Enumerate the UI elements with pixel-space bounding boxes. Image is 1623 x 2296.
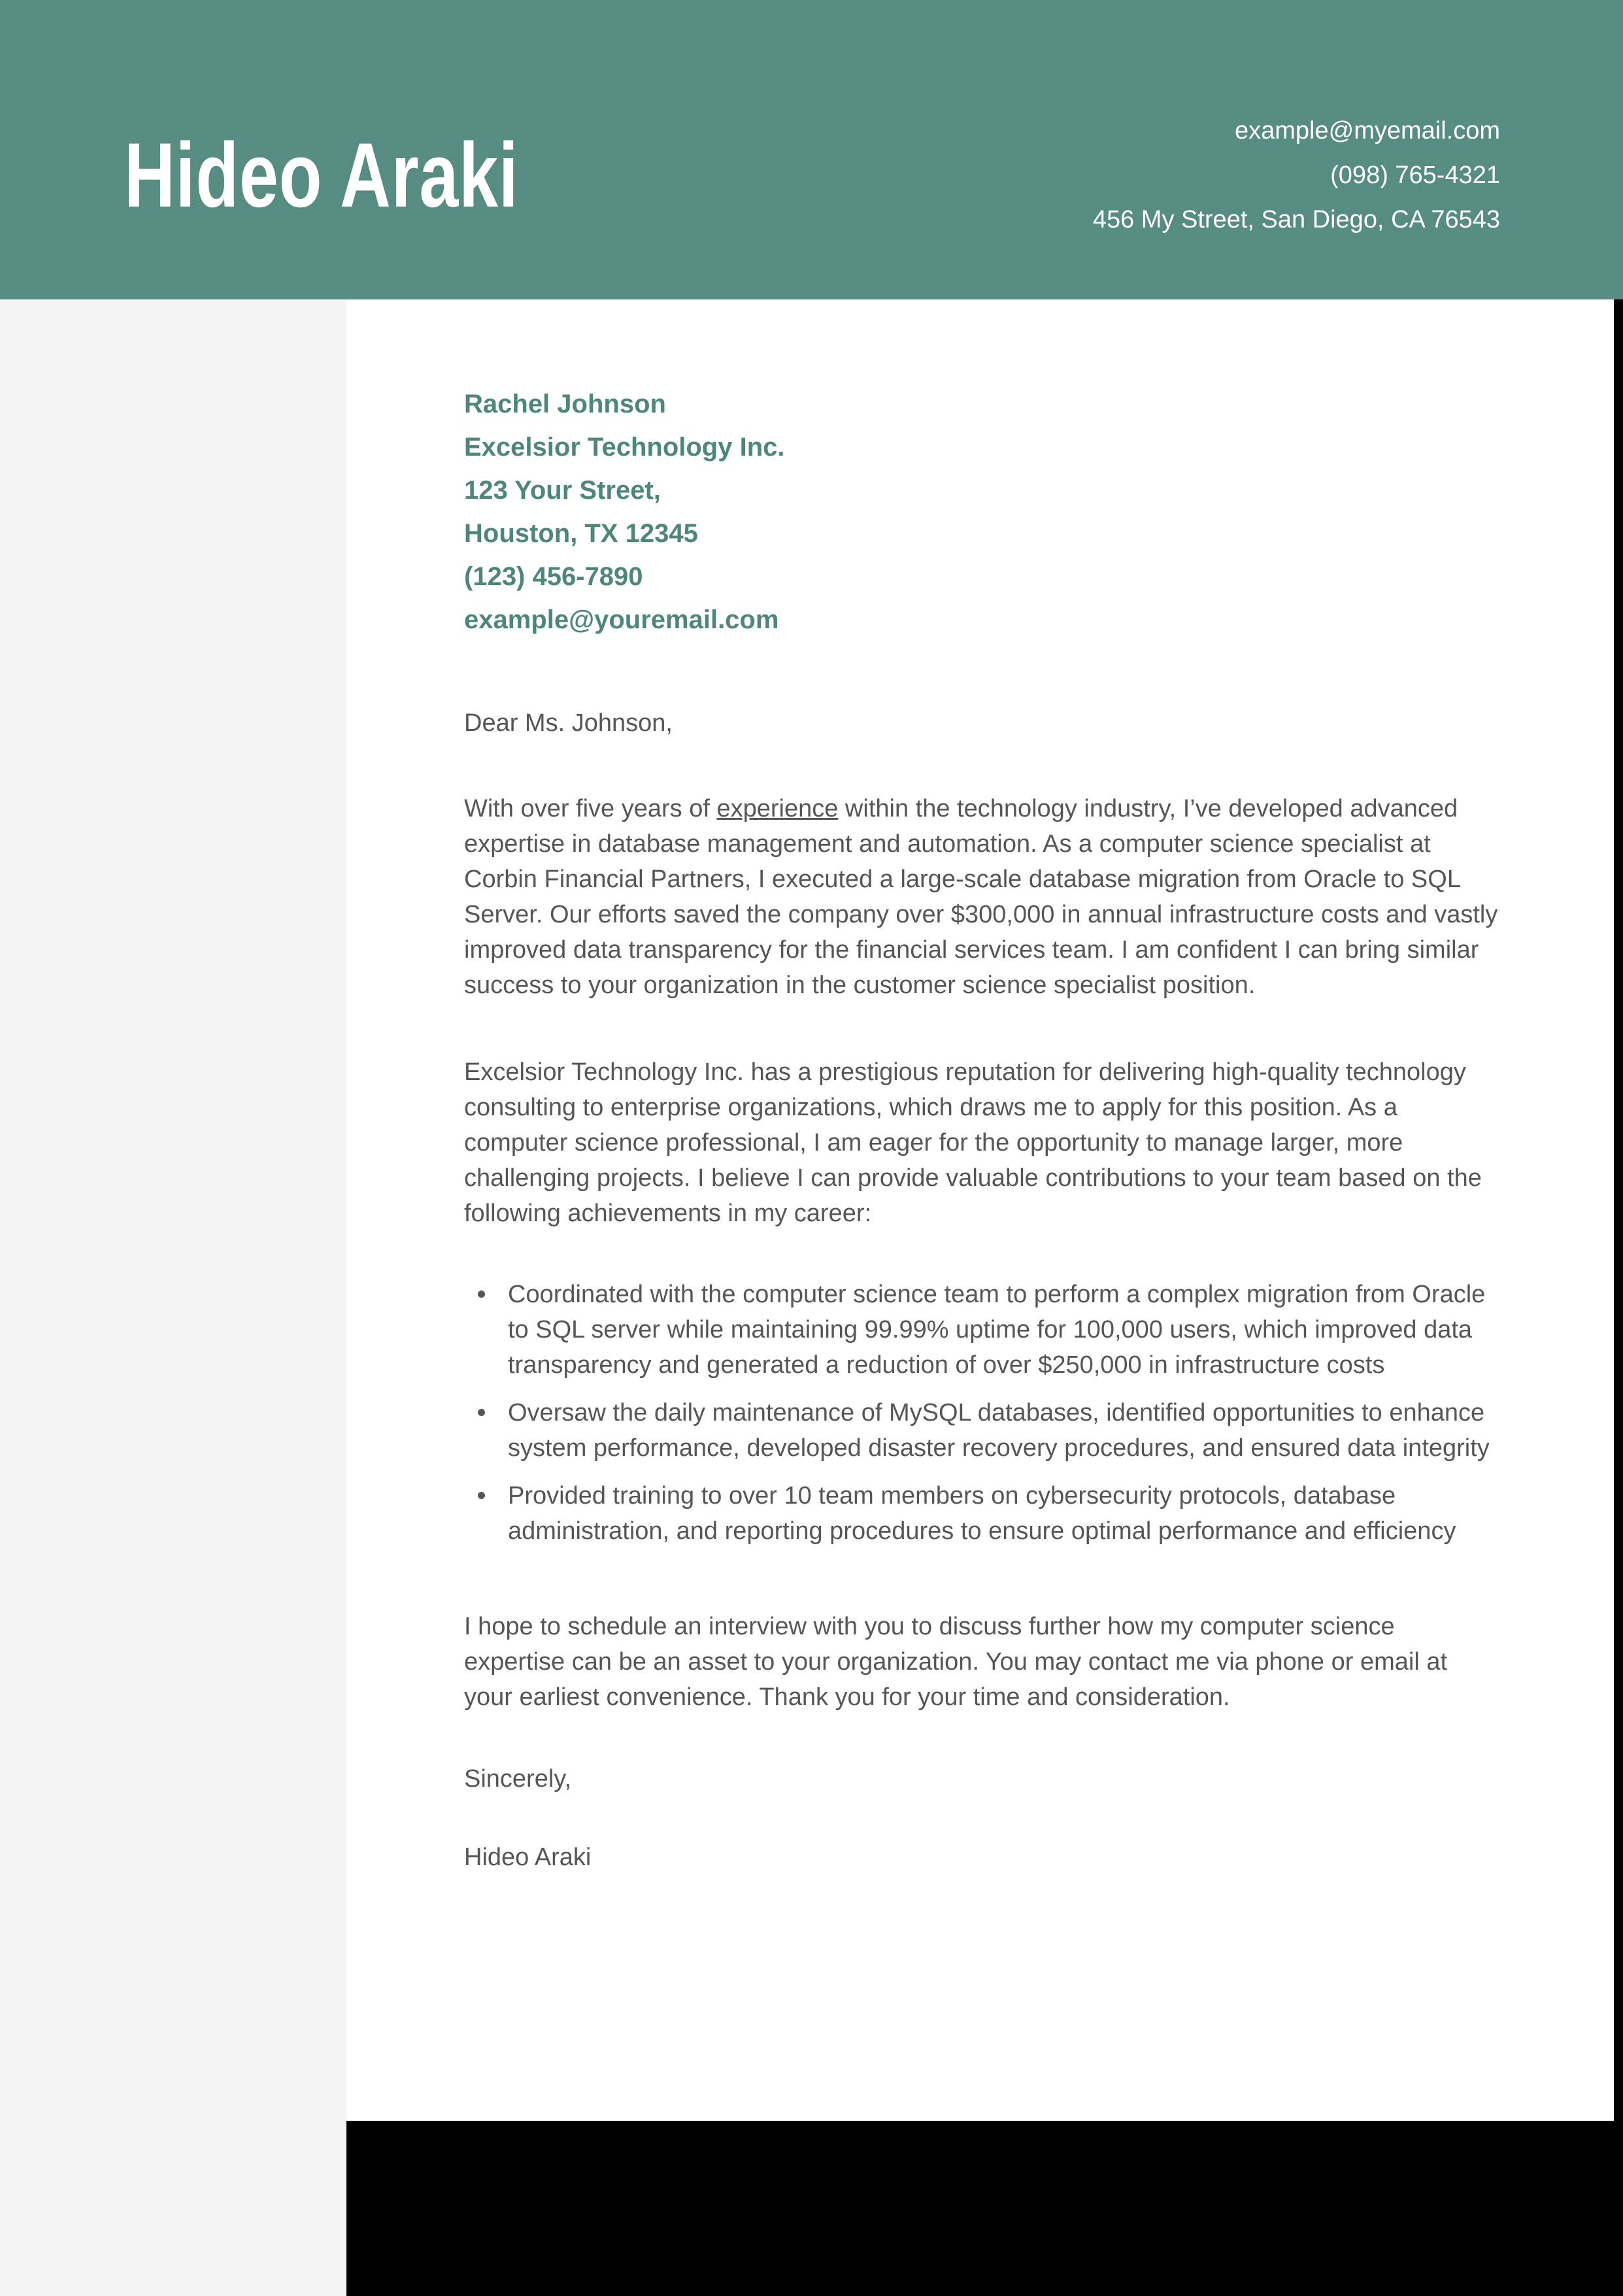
contact-phone: (098) 765-4321 bbox=[1330, 161, 1500, 189]
achievements-list bbox=[464, 1277, 1498, 1549]
contact-info bbox=[1093, 109, 1500, 242]
contact-address: 456 My Street, San Diego, CA 76543 bbox=[1092, 206, 1500, 233]
header-band bbox=[0, 0, 1623, 299]
signoff: Sincerely, bbox=[464, 1765, 572, 1793]
contact-email: example@myemail.com bbox=[1234, 117, 1500, 144]
list-item: Coordinated with the computer science team to perform a complex migration from Oracle to SQL server while maintaining 99.99% uptime for 100,000 users, which improved data transparency and generated a reduction of over $250,000 in infrastructure costs bbox=[464, 1277, 1498, 1383]
recipient-name: Rachel Johnson bbox=[464, 390, 666, 418]
recipient-street: 123 Your Street, bbox=[464, 476, 661, 505]
paragraph-motivation: Excelsior Technology Inc. has a prestigious reputation for delivering high-quality technology consulting to enterprise organizations, which draws me to apply for this position. As a computer science professional, I am eager for the opportunity to manage larger, more challenging projects. I believe I can provide valuable contributions to your team based on the following achievements in my career: bbox=[464, 1058, 1482, 1227]
list-item: Oversaw the daily maintenance of MySQL databases, identified opportunities to enhance system performance, developed disaster recovery procedures, and ensured data integrity bbox=[464, 1395, 1498, 1466]
left-sidebar-panel bbox=[0, 299, 346, 2296]
recipient-email: example@youremail.com bbox=[464, 605, 779, 634]
experience-link[interactable]: experience bbox=[716, 795, 839, 822]
list-item: Provided training to over 10 team members on cybersecurity protocols, database administration, and reporting procedures to ensure optimal performance and efficiency bbox=[464, 1478, 1498, 1549]
salutation: Dear Ms. Johnson, bbox=[464, 709, 673, 737]
paragraph-closing: I hope to schedule an interview with you to discuss further how my computer science expertise can be an asset to your organization. You may contact me via phone or email at your earliest convenience. Thank you for your time and consideration. bbox=[464, 1613, 1448, 1711]
recipient-city: Houston, TX 12345 bbox=[464, 519, 698, 548]
paragraph-intro-before: With over five years of bbox=[464, 795, 717, 822]
recipient-phone: (123) 456-7890 bbox=[464, 562, 643, 591]
letter-body bbox=[346, 299, 1614, 1875]
page-title: Hideo Araki bbox=[124, 124, 519, 226]
paragraph-intro-after: within the technology industry, I’ve developed advanced expertise in database management and automation. As a computer science specialist at Corbin Financial Partners, I executed a large-scale database migration from Oracle to SQL Server. Our efforts saved the company over $300,000 in annual infrastructure costs and vastly improved data transparency for the financial services team. I am confident I can bring similar success to your organization in the customer science specialist position. bbox=[464, 795, 1498, 999]
footer-black-band bbox=[346, 2121, 1623, 2296]
right-edge-strip bbox=[1614, 299, 1623, 2296]
recipient-block bbox=[464, 382, 1498, 641]
recipient-company: Excelsior Technology Inc. bbox=[464, 433, 785, 462]
paragraph-intro bbox=[464, 791, 1498, 1003]
signature-name: Hideo Araki bbox=[464, 1844, 592, 1871]
